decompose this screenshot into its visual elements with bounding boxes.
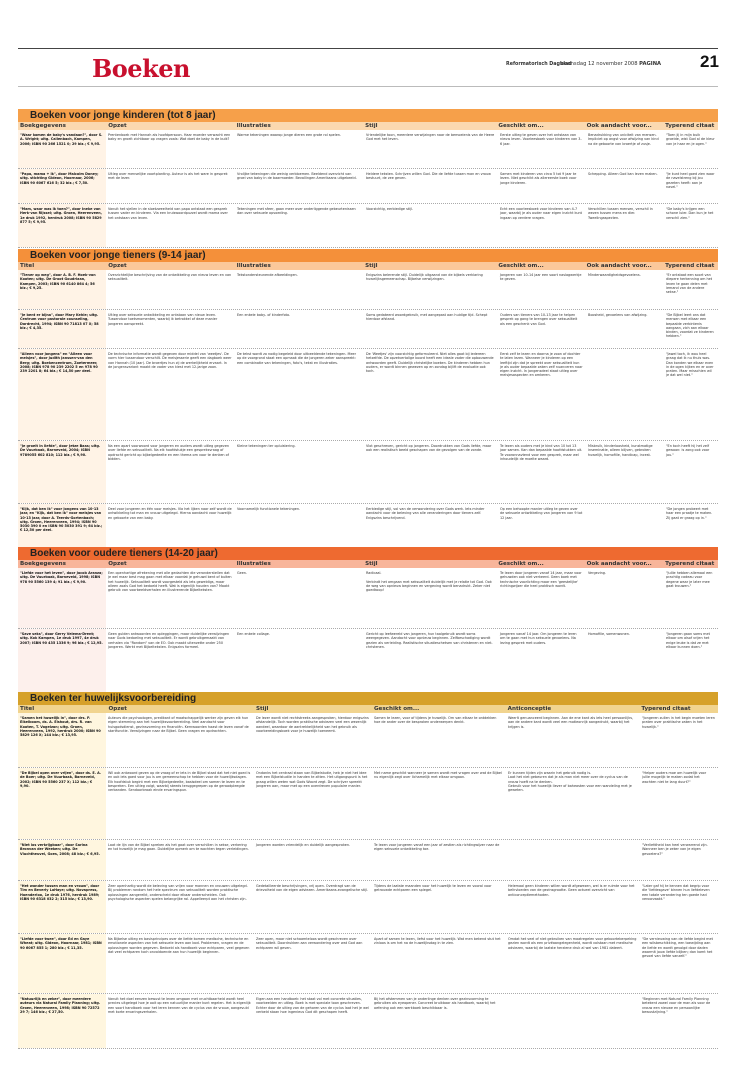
column-header: Stijl xyxy=(255,706,269,712)
column-header-row xyxy=(18,122,718,130)
table-cell: Benadrukking van uniciteit van mensen. Impliciet op angst voor afwijzing van kind na de geboorte van broertje of zusje. xyxy=(588,133,659,146)
column-header: Boekgegevens xyxy=(20,561,66,567)
table-cell: Tijdens de laatste maanden voor het huwelijk te lezen en vooral voor getrouwde echtparen een spiegel. xyxy=(374,884,492,893)
table-cell: De technische informatie wordt gegeven door middel van 'weetjes'. De vorm hier tussendoor verschilt. De meisjesserie geeft een dagboek weer van Hannah (10 jaar). De broertjes hun zij de werkelijkheid ervaart. In de jongensvariant maakt de vader van kiest met 12-jarige zoon. xyxy=(108,352,232,369)
table-cell: Gedetailleerde beschrijvingen, vrij open. Overdragt van de drievolheid van de eigen adviezen. Amerikaans-evangelische stijl. xyxy=(256,884,369,893)
table-cell: Gericht op leefwereld van jongeren, hun taalgebruik wordt soms weergegeven. Aandacht voor opnieuw beginnen. Zelfbeschadiging wordt gezien als verleiding. Realistische situatieschetsen van christenen en niet-christenen. xyxy=(366,632,493,649)
table-cell: Eerbiedige stijl, vol van de verwondering over Gods werk. Iets minder aandacht voor de beleving van alle veranderingen door tieners zelf. Enigszins beschrijvend. xyxy=(366,507,485,520)
date: woensdag 12 november 2008 xyxy=(560,61,638,67)
column-header: Geschikt om... xyxy=(498,263,544,269)
table-cell: Samen te lezen, voor of tijdens je huwelijk. Om van elkaar te ontdekken hoe de ander over de besproken onderwerpen denkt. xyxy=(374,716,497,725)
table-row xyxy=(18,169,718,204)
column-header: Titel xyxy=(20,706,35,712)
table-row xyxy=(18,270,718,310)
book-details-cell: "Je groeit in liefde", door Jetze Baas; uitg. De Vuurbaak, Barneveld, 2004; ISBN 9789055 602 810; 112 blz.; € 9,90. xyxy=(18,441,106,503)
table-cell: Auteurs die psychoologen, predikant of maatschappelijk werker zijn geven elk hun eigen stemming aan het huwelijksvoorbereiding. Veel aandacht voor huisgodsdienst, gezinsvorming en financiën. Kernwoorden haast de lezen vanaf de startfunctie. Verwijzingen naar de Bijbel. Geen vragen en opdrachten. xyxy=(108,716,249,733)
table-cell: Omdat het veel of niet gebruiken van maatregelen voor geboorteberpeking gezien wordt als een privéaangelegenheid, wordt volstaan met medische adviezen, waarbij de laatste herziene druk al wel van 1981 dateert. xyxy=(508,937,637,950)
book-details-cell: "Liefde voor twee", door Ed en Gaye Wheat; uitg. Gideon, Hoornaar, 1981; ISBN 90 6067 855 1; 280 blz.; € 11,35. xyxy=(18,934,106,993)
table-cell: "Verliefdheid kan heel verwarrend zijn. Wanneer ben je zeker van je eigen gevoelens?" xyxy=(642,843,708,856)
table-cell: Zeer openhartig wordt de beleving van vrijen voor mannen en vrouwen uitgelegd. Bij problemen rondom het hele spectrum van seksualiteit worden praktische oplossingen aangereikt, onderscheid door elkaar onderscheiden. Ook psychologische aspecten spelen belangrijke rol. Appelleerpt aan het christen zijn. xyxy=(108,884,248,901)
table-cell: Uitleg over seksuele ontwikkeling en ontstaan van nieuw leven. Tussendoor toetsmomenten, waarbij ik betrokkel of deze manier jongeren aanspreekt. xyxy=(108,313,218,326)
table-cell: De lezer wordt niet rechtstreeks aangesproken, hierdoor enigszins afstandelijk. Toch worden praktische adviezen veel een wezenlijk aandeel, waardoor de aantrekkelijkheid van het gebruik als voorbereidingsboek voor je huwelijk toeneemt. xyxy=(256,716,369,733)
column-header: Stijl xyxy=(365,263,378,269)
table-cell: Samen met kinderen van circa 5 tot 9 jaar te lezen. Niet geschikt als allereerste boek voor jonge kinderen. xyxy=(500,172,577,185)
column-header: Anticonceptie xyxy=(507,706,552,712)
table-row xyxy=(18,994,718,1049)
table-row xyxy=(18,310,718,349)
column-header: Opzet xyxy=(108,706,127,712)
table-cell: Prentenboek met Hannah als hoofdpersoon. Haar moeder verwacht een baby en groeit zichtbaar op vragen zoals: Wat doet de baby in de buik? xyxy=(108,133,231,142)
section-3 xyxy=(18,547,718,698)
column-header: Geschikt om... xyxy=(498,123,544,129)
table-cell: "De jongen probeert met haar een praatje te maken. Zij gaat er graag op in." xyxy=(666,507,713,520)
table-cell: "De baby's krijgen een schone luier. Dan kun je het verschil zien." xyxy=(666,207,714,220)
column-header: Illustraties xyxy=(236,123,271,129)
table-row xyxy=(18,713,718,768)
column-header: Opzet xyxy=(108,123,127,129)
table-cell xyxy=(586,504,664,552)
table-cell: Minderwaardigheidsgevoelens. xyxy=(588,273,641,277)
table-cell: Voornamelijk functionele tekeningen. xyxy=(237,507,301,511)
table-cell: "De vernieuwing van de liefde begint met een wilsbeschikking, een toewijding aan de liefde en wordt gevolgd door daden waarmit jouw liefde blijken; dan komt het gevoel van liefde vanzelf." xyxy=(642,937,713,959)
table-cell: Eerste uitleg te geven over het ontstaan van nieuw leven. Voorleesboek voor kinderen van 3-6 jaar. xyxy=(500,133,582,146)
table-cell: Wil ook antwoord geven op de vraag of er iets in de Bijbel staat dat het niet goed is en ook iets goed voor jou is om gemeenschap te hebben voor de huwelijksdagen. Elk hoofdstuk begint met een Bijbelgedeelte, basisdeel om samen te lezen en te bespreken. Een uitleg volgt, waarbij steeds teruggegrepen op de geraadpleegde verbanden. Sendoorbraak einde ervaringspun. xyxy=(108,771,251,793)
table-cell: "Jongeren zullen in het begin moeten leren praten over praktische zaken in het huwelijk." xyxy=(642,716,715,729)
section-heading: Boeken ter huwelijksvoorbereiding xyxy=(18,692,718,705)
section-title: Boeken xyxy=(92,54,190,83)
table-cell xyxy=(506,994,640,1048)
table-cell: "Je kunt heel goed zien waar de navelstreng bij jou gezeten heeft: aan je navel." xyxy=(666,172,715,189)
table-cell: Misbruik, kinderloosheid, kunstmatige inseminatie, alleen blijven, gebroken huwelijk, homofilie, handicap, incest. xyxy=(588,444,653,457)
column-header: Boekgegevens xyxy=(20,123,66,129)
table-cell: Geen gulden antwoorden en opleggingen, maar duidelijke verwijzingen naar Gods bedoeling met seksualiteit. Er wordt gebruikgemaakt van verhalen via "Rondom" van de EO. Ook maakt uitenzette onder 250 jongeren. Werkt met Bijbelteksten. Enigszins formeel. xyxy=(108,632,230,649)
column-header: Stijl xyxy=(365,123,378,129)
table-cell: "Toen jij in mijn buik groeide, wist God al de kleur van je haar en je ogen." xyxy=(666,133,715,146)
column-header: Typerend citaat xyxy=(641,706,691,712)
book-details-cell: "Natuurlijk en zeker", door meerdere auteurs via Natural Family Planning; uitg. Groen, Heerenveen, 1998; ISBN 90 72572 29 7; 146 blz.; € 27,50. xyxy=(18,994,106,1048)
book-details-cell: "Papa, mama + ik", door Malcolm Doney; uitg. stichting Gideon, Hoornaar, 2006; ISBN 90 6067 616 5; 32 blz.; € 7,50. xyxy=(18,169,106,203)
table-cell: Echt een voorleesboek voor kinderen van 4-7 jaar, waarbij je als ouder naar eigen inzicht kunt ingaan op verdere vragen. xyxy=(500,207,582,220)
table-cell: Te lezen als ouders met je kind van 10 tot 13 jaar samen. Kan dan bepaalde hoofdstukken uit. Te vooronnavtend voor een gesprek, maar wel inhoudelijk de moeite waard. xyxy=(500,444,583,461)
book-details-cell: "Samen het huwelijk in", door drs. P. Eikelboom, ds. A. Elshout, drs. R. van Kooten, T. Vogelzan; uitg. Groen, Heerenveen, 1992, herdruk 2000; ISBN 90 5829 126 X; 144 blz.; € 13,95. xyxy=(18,713,106,767)
table-cell: Vrolijke tekeningen die weinig verbloemen. Beeldend overzicht van groei van baby in de baarmoeder. Bevallingen Amerikaans uitgebeeld. xyxy=(237,172,357,181)
table-cell: Apart of samen te lezen, liefst voor het huwelijk. Wat men bekend stut het zinloos is om het na de huwelijksdag in te zien. xyxy=(374,937,501,946)
table-cell: Ouders van tieners van 10-13 jaar te helpen gesprek op gang te brengen over seksualiteit als een geschenk van God. xyxy=(500,313,578,326)
column-header: Opzet xyxy=(108,263,127,269)
table-cell: Laat de lijn van de Bijbel spreken als het gaat over verschillen in sekse, verkering en tot huwelijk je mag gaan. Duidelijke opmerk om te wachten tegen verleidingen. xyxy=(108,843,249,852)
table-cell: Op een behoopte manier uitleg te geven over de seksuele ontwikkeling van jongeren van 9 tot 12 jaar. xyxy=(500,507,583,520)
table-cell: Enigszins belerende stijl. Duidelijk uitgaand van de bijbels verklaring huwelijksgemeenschap. Bijbelse verwijzingen. xyxy=(366,273,483,282)
book-details-cell: "Waar komen de baby's vandaan?", door S. A. Wright; uitg. Callenbach, Kampen, 2006; ISBN 90 266 1521 0; 29 blz.; € 9,95. xyxy=(18,130,106,168)
table-cell: Jongeren worden vriendelijk en duidelijk aangesproken. xyxy=(256,843,351,847)
book-details-cell: "Niet los verkrijgbaar", door Sarina Bronvan der Weeken; uitg. De Vluchtheuvel, Goes, 2008; 48 blz.; € 6,95. xyxy=(18,840,106,880)
table-cell: De 'Weetjes' zijn voorzichtig geformuleerd. Niet alles gaat bij iedereen hetzelfde. De opzetvertalige boord heeft een ideale vader die opbouwende antwoorden geeft. Duidelijk christelijke boeken. De kinderen hebben hun ouders, er wordt binnen gewezen op en zondag bijlift de evaluatie ook toch. xyxy=(366,352,494,374)
table-cell: Eerst zelf te lezen en daarna je zoon of dochter te laten lezen. Wanneer je kinderen op een leeftijd zijn dat je spreekt over seksualiteit kun je als ouder bepaalde zaken zelf nuanceren naar eigen inzicht. In jongensdeel staat uitleg over meisjesaspecten en omkeren. xyxy=(500,352,583,378)
section-4 xyxy=(18,692,718,1049)
table-cell: "Jawel toch, ik wou heel graag dat ik nu thuis was. Dan konden we elkaar even in de ogen kijken en er over praten. Maar misschien wil je dat wel niet." xyxy=(666,352,714,378)
column-header-row xyxy=(18,705,718,713)
masthead-rule xyxy=(18,86,718,87)
book-details-cell: "Mam, waar was ik toen?", door Ineke van Herk-van Rijssel; uitg. Groen, Heerenveen, 1e druk 1992, herdruk 2008; ISBN 90 5829 877 5; € 9,95. xyxy=(18,204,106,247)
table-cell: Vanuit het doel eenzen bewust te leven omgaan met vruchtbaarheid wordt heel precies uitgelegd hoe je ooit op een natuurlijke manier kunt regelen. Het is eigenlijk een soort handboek voor het leren kennen van de cyclus van de vrouw, aangevuld met korte ervaringsverhalen. xyxy=(108,997,251,1014)
table-cell: Schepping. Alleen God kan leven maken. xyxy=(588,172,658,176)
book-details-cell: "Liefde voor het leven", door Jacob Aranza; uitg. De Vuurbaak, Barneveld, 1998; ISBN 978 90 5560 139 4; 91 blz.; € 9,90. xyxy=(18,568,106,628)
section-2 xyxy=(18,249,718,553)
column-header-row xyxy=(18,560,718,568)
date-line xyxy=(560,61,661,67)
table-cell: Voorzichtig, eerbiedige stijl. xyxy=(366,207,414,211)
table-cell: Overzichtelijke beschrijving van de ontwikkeling van nieuw leven en van seksualiteit. xyxy=(108,273,232,282)
column-header: Typerend citaat xyxy=(665,123,715,129)
table-cell: Te lezen voor jongeren vanaf een jaar of zestien als richtingwijzer naar de eigen seksuele ontwikkeling toe. xyxy=(374,843,500,852)
table-cell: Te lezen door jongeren vanaf 14 jaar, maar voor gehuwden ook niet verkeerd. Geen boek met technische voorlichting maar een 'geestelijke' richtingwijzer die heel praktisch wordt. xyxy=(500,571,582,588)
table-cell: Vergeving. xyxy=(588,571,607,575)
table-row xyxy=(18,504,718,553)
section-heading: Boeken voor jonge kinderen (tot 8 jaar) xyxy=(18,109,718,122)
column-header: Typerend citaat xyxy=(665,263,715,269)
table-cell: Tekstondersteunende afbeeldingen. xyxy=(237,273,298,277)
section-heading: Boeken voor oudere tieners (14-20 jaar) xyxy=(18,547,718,560)
book-details-cell: "Kijk, dat ben ik" voor jongens van 10-13 jaar, en "Kijk, dat ben ik" voor meisjes van 10-13 jaar, door A. Teerds-Gortenbach; uitg. Groen, Heerenveen, 1994; ISBN 90 5030 390 0 en ISBN 90 5030 391 9; 64 blz.; € 12,50 per deel. xyxy=(18,504,106,552)
table-cell: Warme tekeningen waarop jonge dieren een grote rol spelen. xyxy=(237,133,342,137)
newspaper-name: Reformatorisch Dagblad xyxy=(506,62,572,67)
table-cell: Vlot geschreven, gericht op jongeren. Doordrukken van Gods liefde, maar ook een realistisch beeld geschapen van de gevolgen van de zonde. xyxy=(366,444,492,453)
column-header: Illustraties xyxy=(236,561,271,567)
table-cell: "De Bijbel leert ons dat mensen met elkaar een bepaalde verbintenis aangaan, zich aan elkaar binden, voordat ze kinderen hebben." xyxy=(666,313,714,339)
table-cell: Tekeningen met sfeer, gaan meer over onderliggende gebeurtenissen dan over seksuele opvoeding. xyxy=(237,207,356,216)
table-cell: De tekst wordt zo nodig begeleid door uitbeeldende tekeningen. Meer op de voorgrond staat een opmaak die de jongeren zeker aanspreekt: een combinatie van tekeningen, foto's, tekst en illustraties. xyxy=(237,352,357,365)
table-cell: Deel voor jongeren en één voor meisjes. Via het lijken naar zelf wordt de ontwikkeling tot man en vrouw uitgelegd. Hierna aandacht voor huwelijk en geboorte van een baby. xyxy=(108,507,232,520)
table-cell: Jongeren van 10-14 jaar een soort naslagwerkje te geven. xyxy=(500,273,582,282)
table-cell: Uitleg over menselijke voortplanting. Auteur is als het ware in gesprek met de lezer. xyxy=(108,172,228,181)
column-header: Ook aandacht voor... xyxy=(586,123,652,129)
column-header: Titel xyxy=(20,263,35,269)
table-cell: Een enkele baby- of kinderfoto. xyxy=(237,313,291,317)
table-cell xyxy=(586,349,664,440)
table-cell: Radicaal. Verbindt het omgaan met seksualiteit duidelijk met je relatie tot God. Ook de weg van opnieuw beginnen en vergeving wordt benadrukt. Zeker niet goedkoop! xyxy=(366,571,492,593)
table-cell: "Beginnen met Natural Family Planning betekent zowel voor de man als voor de vrouw een nieuwe en persoonlijke bewustzijning." xyxy=(642,997,711,1014)
book-details-cell: "Save seks", door Gerry Velema-Drent; uitg. Kok Kampen, 1e druk 1997, 4e druk 2007; ISBN 90 435 1336 9; 96 blz.; € 12,95. xyxy=(18,629,106,697)
column-header: Geschikt om... xyxy=(373,706,420,712)
book-details-cell: "Je bent er bijna", door Mary Kehle; uitg. Centrum voor pastorale counseling, Dordrecht, 1994; ISBN 90 71813 07 X; 58 blz.; € 4,35. xyxy=(18,310,106,348)
table-cell xyxy=(506,840,640,880)
page-number: 21 xyxy=(700,52,719,71)
table-cell: Na Bijbelse uitleg en basisprincipes over de liefde komen medische, technische en emotionele aspecten van het seksuele leven aan bod. Problemen, vragen en de oplossingen worden gegeven. Bedoeld als handboek voor echtparen, veel gegeven dat veel echtparen toch onvoldoende aan hun huwelijk beginnen. xyxy=(108,937,250,954)
masthead xyxy=(18,50,718,90)
column-header: Stijl xyxy=(365,561,378,567)
table-cell: "En toch heeft hij het zelf gewoon: is zong ook voor jou." xyxy=(666,444,710,457)
table-cell: Bij het afstemmen van je onderlinge denken over gezinsvorming te gebruiken als eyeopener. Concreet bruikbaar als handboek, waarbij het oefening ook een werkboek beschikbaar is. xyxy=(374,997,496,1010)
table-row xyxy=(18,349,718,441)
table-cell: Eigen aan een handboek: het staat vol met concrete situaties, voorbeelden en uitleg. Boek is met speciale toon geschreven. Echter door de uitleg van de gehoren van de cyclus laat het je wel verbeld staan hoe ingenieus God dit geschapen heeft. xyxy=(256,997,369,1014)
page-label: PAGINA xyxy=(639,61,662,67)
table-cell: Zeer open, maar niet schaamteloos wordt geschreven over seksualiteit. Doordrukken aan verwondering over wat God aan echtparen wil geven. xyxy=(256,937,363,950)
table-cell: Geen. xyxy=(237,571,248,575)
table-cell: "Jongeren gaan soms met elkaar om alsof vrijen het enige leuke is dat ze met elkaar kunnen doen." xyxy=(666,632,710,649)
book-details-cell: "Tiener op weg", door A. B. F. Hoek-van Kooten; uitg. De Groot Goudriaan, Kampen, 2003; ISBN 90 6140 864 4; 56 blz.; € 9,25. xyxy=(18,270,106,309)
column-header: Opzet xyxy=(108,561,127,567)
table-cell: Weerlt genuanceerd beginnen. Aan de ene kant als iets heel persoonlijks, aan de andere kant wordt veel een motieonrijk aangedrukt, waarbij het krijgen is. xyxy=(508,716,634,729)
table-cell: Kleine tekeningen ter opluistering. xyxy=(237,444,296,448)
table-row xyxy=(18,881,718,934)
table-row xyxy=(18,130,718,169)
section-heading: Boeken voor jonge tieners (9-14 jaar) xyxy=(18,249,718,262)
table-cell: Verschillen tussen mensen, verschil in wezen tussen mens en dier. Tweelingaspecten. xyxy=(588,207,653,220)
table-row xyxy=(18,568,718,629)
table-cell: Vanuit het sjellen in de sloetzweelheid van papa ontstaat een gesprek tussen vader en kinderen. Via een kruiswoordpuzzel wordt mama over het ontstaan van leven. xyxy=(108,207,228,220)
table-cell: Homofilie, samenwonen. xyxy=(588,632,630,636)
table-cell: Ondanks het centraal staan van Bijbelstudie, heb je niet het idee met een Bijbelstudiie in handen te zitten. Het uitgangspunt is het graag willen weten wat Gods Woord zegt. De schrijver spreekt jongeren aan, maar met op een overdreven populaire manier. xyxy=(256,771,368,788)
table-cell: "Helper ouders moe om huwelijk voor jullie mogelijk te maken zodat het wachten niet te lang duurt?" xyxy=(642,771,707,784)
column-header: Illustraties xyxy=(236,263,271,269)
table-cell: Helemaal geen kinderen willen wordt afgewezen, wel is er ruimte voor het beïnvloeden van de gezinsgrootte. Geen actueel overzicht van anticonceptiemethoden. xyxy=(508,884,635,897)
table-row xyxy=(18,768,718,840)
table-cell: Een openhartige afrekening met alle gedachten die veronderstellen dat je wel maar best mag gaan met elkaar voordat je gehuwd bent of buiten het huwelijk. Seksualiteit wordt voorgesteld als iets geweldigs, maar alleen zoals God het bedoeld heeft. Wat is eigenlijk houden van? Maakt gebruik van voorbeeldverhalen en illustrerende Bijbelteksten. xyxy=(108,571,232,593)
table-row xyxy=(18,840,718,881)
table-cell: Een enkele collage. xyxy=(237,632,270,636)
table-cell: Jongeren vanaf 14 jaar. Om jongeren te leren om te gaan met hun seksuele gevoelens. Na lezing gesprek met ouders. xyxy=(500,632,577,645)
table-cell: "Jullie hebben allemaal een prachtig cadeau voor degene waar je later mee gaat trouwen." xyxy=(666,571,713,588)
table-cell: "Er ontstaat een soort van diepere herkenning om het leven te gaan delen met iemand van de andere sekse." xyxy=(666,273,713,295)
section-1 xyxy=(18,109,718,248)
column-header-row xyxy=(18,262,718,270)
column-header: Ook aandacht voor... xyxy=(586,561,652,567)
top-rule xyxy=(18,48,718,49)
table-row xyxy=(18,934,718,994)
table-row xyxy=(18,629,718,698)
table-cell: Soms gedateerd woordgebruik, met aangepast aan huidige tijd. Schept hierdoor afstand. xyxy=(366,313,488,322)
table-cell: Er kunnen tijden zijn waarin het gebruik nodig is. Laat het niet gebeuren dat je als man niet meer over de cyclus van de vrouw hoeft na te denken. Gebruik voor het huwelijk liever of baheasten voor een wandeling met je geweten. xyxy=(508,771,632,793)
table-cell: "Later gaf hij te kennen dat begrip voor die 'liefdesgave' binnen hun liefdeleven een totale verandering ten goede had veroorzaakt." xyxy=(642,884,710,901)
column-header: Geschikt om... xyxy=(498,561,544,567)
table-cell: Met name geschikt wanneer je samen wordt met vragen over wat de Bijbel nu eigenlijk zegt over lichamelijk met elkaar omgaan. xyxy=(374,771,502,780)
table-cell: Heldere teksten. Schrijven willen God. Die de liefde tussen man en vrouw bestuurt, de zee geven. xyxy=(366,172,491,181)
table-cell: Boosheid, gevoelens van afwijzing. xyxy=(588,313,648,317)
table-cell: Na een apart voorwoord voor jongeren en ouders wordt uitleg gegeven over liefde en seksualiteit. Na elk hoofdstukje een gespreksvraag of opdracht gericht op bijbelgedeelte en een thema om voor te denken of bidden. xyxy=(108,444,230,461)
book-details-cell: "Het wonder tussen man en vrouw", door Tim en Beverly LaHaye; uitg. Novapress, Hoenderloo, 1e druk 1976, herdruk 1989; ISBN 90 6318 032 2; 315 blz.; € 13,90. xyxy=(18,881,106,933)
table-cell: Vriendelijke toon, meerdere verwijzingen naar de bemoeienis van de Heere God met het leven. xyxy=(366,133,495,142)
column-header: Ook aandacht voor... xyxy=(586,263,652,269)
column-header: Typerend citaat xyxy=(665,561,715,567)
book-details-cell: "De Bijbel open over vrijen", door ds. E. A. de Boer; uitg. De Vuurbaak, Barneveld, 2002; ISBN 90 5560 237 X; 112 blz.; € 9,90. xyxy=(18,768,106,839)
table-row xyxy=(18,441,718,504)
table-row xyxy=(18,204,718,248)
book-details-cell: "Alleen voor jongens" en "Alleen voor meisjes", door Judith Janssen-van den Berg; uitg. Boekencentrum, Zoetermeer, 2008; ISBN 978 90 239 2202 5 en 978 90 239 2201 8; 64 blz.; € 14,50 per deel. xyxy=(18,349,106,440)
